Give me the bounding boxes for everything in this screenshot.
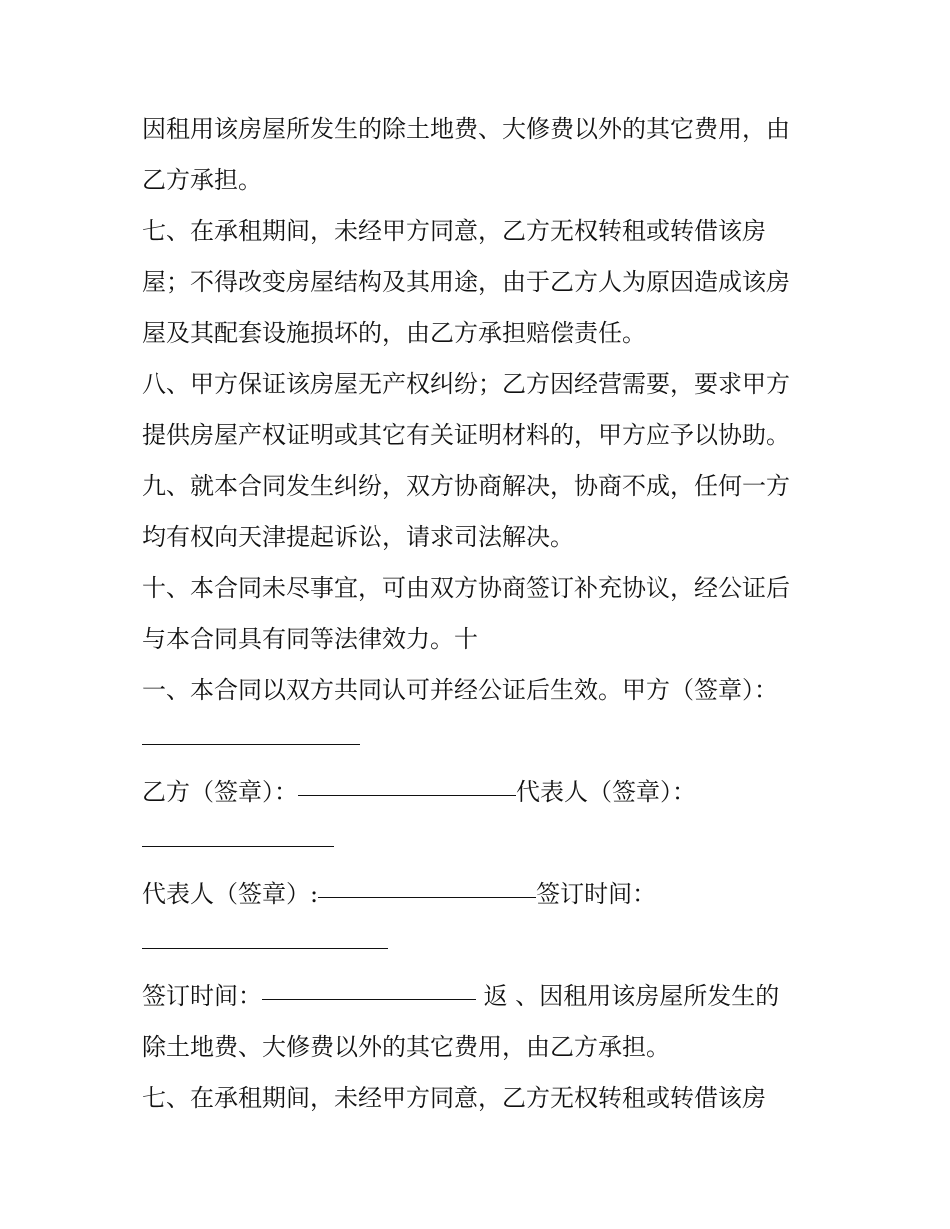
sign-time-blank-row xyxy=(142,920,822,971)
representative-signature-row xyxy=(142,869,822,920)
sign-time-label: 签订时间： xyxy=(536,880,657,908)
paragraph-line: 屋及其配套设施损坏的，由乙方承担赔偿责任。 xyxy=(142,319,646,347)
clause-9-line: 九、就本合同发生纠纷，双方协商解决，协商不成，任何一方 xyxy=(142,472,790,500)
paragraph-line: 屋；不得改变房屋结构及其用途，由于乙方人为原因造成该房 xyxy=(142,268,790,296)
repeated-clause-text: 返 、因租用该房屋所发生的 xyxy=(476,982,780,1010)
representative-signature-blank xyxy=(318,896,536,898)
representative-signature-label: 代表人（签章）： xyxy=(516,778,696,806)
clause-10-line: 十、本合同未尽事宜，可由双方协商签订补充协议，经公证后 xyxy=(142,574,790,602)
party-a-signature-blank xyxy=(142,743,360,745)
sign-time-blank xyxy=(142,947,388,949)
clause-11-line: 一、本合同以双方共同认可并经公证后生效。甲方（签章）： xyxy=(142,676,778,704)
party-b-signature-row xyxy=(142,767,822,818)
clause-7-line: 七、在承租期间，未经甲方同意，乙方无权转租或转借该房 xyxy=(142,1084,766,1112)
party-b-signature-blank xyxy=(298,794,516,796)
clause-8-line: 八、甲方保证该房屋无产权纠纷；乙方因经营需要，要求甲方 xyxy=(142,370,790,398)
sign-time-label: 签订时间： xyxy=(142,982,262,1010)
sign-time-row xyxy=(142,971,822,1022)
representative-blank-row xyxy=(142,818,822,869)
sign-time-blank xyxy=(262,998,476,1000)
representative-signature-label: 代表人（签章）: xyxy=(142,880,319,908)
party-b-signature-label: 乙方（签章）： xyxy=(142,778,298,806)
document-body xyxy=(142,104,822,1124)
paragraph-line: 提供房屋产权证明或其它有关证明材料的，甲方应予以协助。 xyxy=(142,421,790,449)
paragraph-line: 除土地费、大修费以外的其它费用，由乙方承担。 xyxy=(142,1033,670,1061)
paragraph-line: 与本合同具有同等法律效力。十 xyxy=(142,625,478,653)
paragraph-line: 均有权向天津提起诉讼，请求司法解决。 xyxy=(142,523,574,551)
clause-7-line: 七、在承租期间，未经甲方同意，乙方无权转租或转借该房 xyxy=(142,217,766,245)
party-a-signature-row xyxy=(142,716,822,767)
paragraph-line: 因租用该房屋所发生的除土地费、大修费以外的其它费用，由 xyxy=(142,115,790,143)
paragraph-line: 乙方承担。 xyxy=(142,166,262,194)
representative-signature-blank xyxy=(142,845,334,847)
